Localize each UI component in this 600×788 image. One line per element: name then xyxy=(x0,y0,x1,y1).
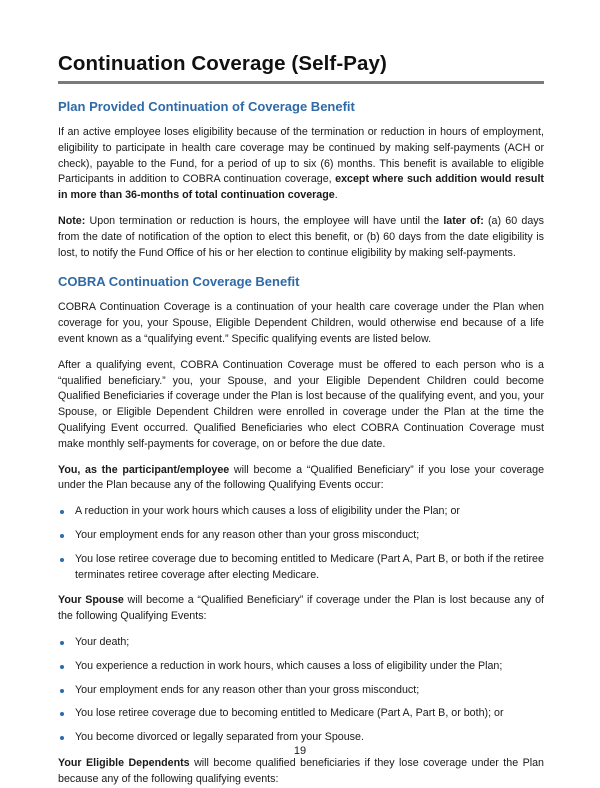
list-item: Your employment ends for any reason other than your gross misconduct; xyxy=(58,528,544,544)
paragraph-dependents xyxy=(58,756,544,788)
spouse-bold: Your Spouse xyxy=(58,594,124,607)
list-item: You become divorced or legally separated from your Spouse. xyxy=(58,730,544,746)
list-item: You lose retiree coverage due to becoming entitled to Medicare (Part A, Part B, or both); or xyxy=(58,706,544,722)
page-number: 19 xyxy=(293,745,307,757)
paragraph-cobra-intro: COBRA Continuation Coverage is a continuation of your health care coverage under the Plan when coverage for you, your Spouse, Eligible Dependent Children, would otherwise end because of a life event known as a “qualifying event.” Specific qualifying events are listed below. xyxy=(58,301,544,345)
spouse-events-list xyxy=(58,635,544,746)
list-item: You experience a reduction in work hours, which causes a loss of eligibility under the Plan; xyxy=(58,659,544,675)
paragraph-plan-continuation xyxy=(58,125,544,204)
section-heading-plan-continuation: Plan Provided Continuation of Coverage Benefit xyxy=(58,99,355,114)
note-label: Note: xyxy=(58,214,86,227)
note-text-1: Upon termination or reduction is hours, the employee will have until the xyxy=(85,214,444,227)
paragraph-end: . xyxy=(334,189,338,202)
dependents-bold: Your Eligible Dependents xyxy=(58,756,190,769)
dependents-text: will become qualified beneficiaries if they lose coverage under the Plan because any of the following qualifying events: xyxy=(58,756,544,785)
employee-events-list xyxy=(58,504,544,583)
employee-text: will become a “Qualified Beneficiary” if you lose your coverage under the Plan because any of the following Qualifying Events occur: xyxy=(58,463,545,492)
paragraph-bold-text: except where such addition would result in more than 36-months of total continuation coverage xyxy=(58,173,544,202)
paragraph-employee xyxy=(58,463,544,495)
list-item: You lose retiree coverage due to becoming entitled to Medicare (Part A, Part B, or both if the retiree terminates retiree coverage after electing Medicare. xyxy=(58,552,544,584)
spouse-text: will become a “Qualified Beneficiary” if coverage under the Plan is lost because any of the following Qualifying Events: xyxy=(58,594,544,623)
list-item: Your employment ends for any reason other than your gross misconduct; xyxy=(58,683,544,699)
paragraph-text: If an active employee loses eligibility because of the termination or reduction in hours of employment, eligibility to participate in health care coverage may be continued by making self-payments (ACH or check), payable to the Fund, for a period of up to six (6) months. This benefit is available to eligible Participants in addition to COBRA continuation coverage, xyxy=(58,126,544,186)
section-heading-cobra: COBRA Continuation Coverage Benefit xyxy=(58,274,300,290)
page-title: Continuation Coverage (Self-Pay) xyxy=(58,52,544,84)
note-bold-text: later of: xyxy=(443,214,484,227)
paragraph-cobra-qualifying: After a qualifying event, COBRA Continuation Coverage must be offered to each person who is a “qualified beneficiary.” you, your Spouse, and your Eligible Dependent Children could become Qualified Beneficiaries if coverage under the Plan is lost because of the qualifying event, and you, your Spouse, or Eligible Dependent Children were enrolled in coverage under the Plan at the time the Qualifying Event occurred. Qualified Beneficiaries who elect COBRA Continuation Coverage must make monthly self-payments for coverage, on or before the due date. xyxy=(58,358,544,450)
list-item: Your death; xyxy=(58,635,544,651)
paragraph-spouse xyxy=(58,593,544,625)
employee-bold: You, as the participant/employee xyxy=(58,463,230,476)
list-item: A reduction in your work hours which causes a loss of eligibility under the Plan; or xyxy=(58,504,544,520)
note-text-2: (a) 60 days from the date of notification of the option to elect this benefit, or (b) 60 days from the date eligibility is lost, to notify the Fund Office of his or her election to continue eligibility by making self-payments. xyxy=(58,214,544,259)
paragraph-note xyxy=(58,214,544,261)
